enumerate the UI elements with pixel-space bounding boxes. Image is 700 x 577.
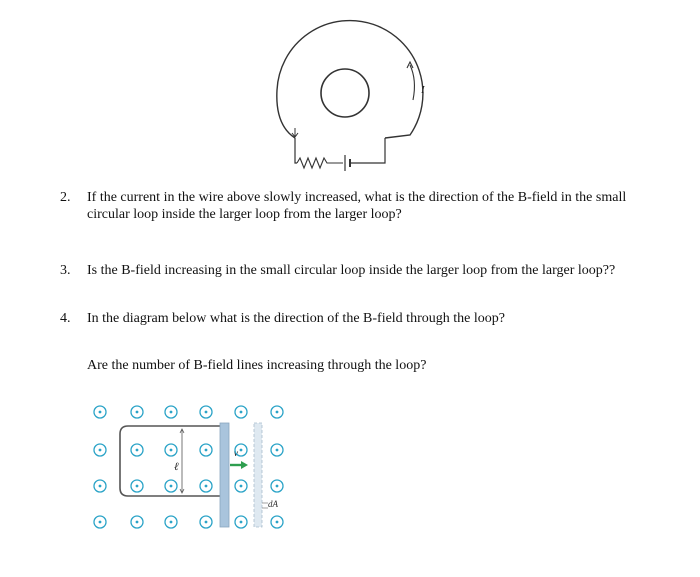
field-dot-icon	[165, 406, 177, 418]
question-number: 2.	[60, 190, 71, 205]
field-dot-icon	[235, 480, 247, 492]
field-dot-icon	[235, 406, 247, 418]
field-dot-icon	[200, 406, 212, 418]
current-arrow	[410, 65, 414, 100]
length-label: ℓ	[174, 461, 179, 473]
question-number: 4.	[60, 311, 71, 326]
field-dot-icon	[94, 480, 106, 492]
field-dot-icon	[165, 480, 177, 492]
field-dot-icon	[271, 406, 283, 418]
field-dot-icon	[200, 516, 212, 528]
question-number: 3.	[60, 263, 71, 278]
large-loop-wire	[277, 21, 423, 138]
field-dot-icon	[200, 444, 212, 456]
field-dot-icon	[131, 406, 143, 418]
field-dot-icon	[165, 516, 177, 528]
field-dot-icon	[165, 444, 177, 456]
field-dot-icon	[131, 516, 143, 528]
velocity-label: v	[234, 448, 238, 458]
question-text: If the current in the wire above slowly increased, what is the direction of the B-field in the small circular loop inside the larger loop from the larger loop?	[87, 190, 627, 222]
field-figure	[90, 398, 300, 538]
moving-rod	[220, 423, 229, 527]
question-text: Is the B-field increasing in the small circular loop inside the larger loop from the larger loop??	[87, 263, 616, 278]
field-dot-icon	[94, 516, 106, 528]
current-label: I	[421, 84, 425, 96]
field-dot-icon	[271, 516, 283, 528]
circuit-figure	[255, 5, 455, 175]
field-dot-icon	[94, 406, 106, 418]
question-text: In the diagram below what is the direction of the B-field through the loop?	[87, 311, 505, 326]
field-dot-icon	[271, 444, 283, 456]
displaced-rod	[254, 423, 262, 527]
area-label: dA	[268, 499, 278, 509]
field-dot-icon	[235, 516, 247, 528]
field-dot-icon	[200, 480, 212, 492]
followup-question: Are the number of B-field lines increasing through the loop?	[87, 358, 427, 373]
resistor	[297, 158, 343, 168]
field-dot-icon	[131, 444, 143, 456]
field-dot-icon	[271, 480, 283, 492]
field-dot-icon	[131, 480, 143, 492]
small-loop	[321, 69, 369, 117]
field-dot-icon	[94, 444, 106, 456]
